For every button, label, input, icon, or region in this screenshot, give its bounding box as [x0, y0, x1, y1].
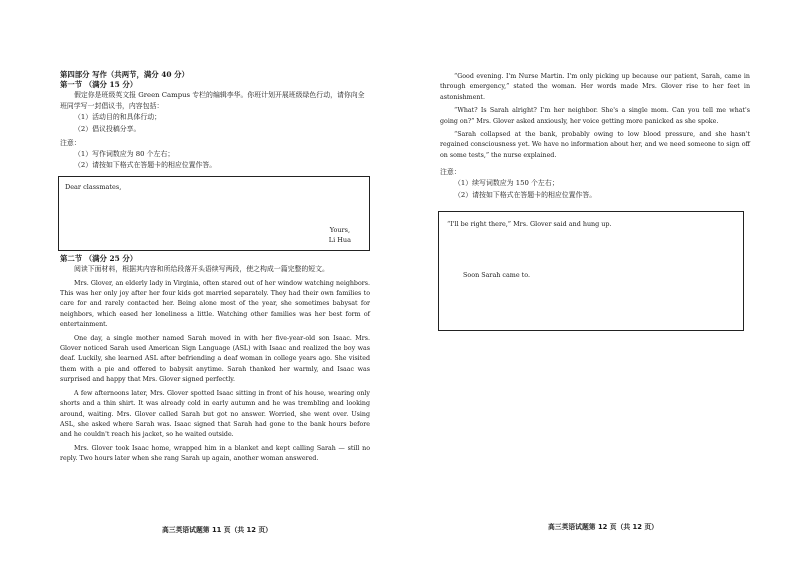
- letter-closing: Yours,: [329, 226, 351, 235]
- story-paragraph: “What? Is Sarah alright? I'm her neighbor. She's a single mom. Can you tell me what's going on?” Mrs. Glover asked anxiously, her voice getting more panicked as she spoke.: [440, 107, 750, 125]
- page-12-footer: 高三英语试题第 12 页（共 12 页）: [548, 523, 658, 531]
- section-1-note: （2）请按如下格式在答题卡的相应位置作答。: [74, 161, 217, 170]
- page-12-content: [440, 72, 750, 331]
- story-paragraph: “Good evening. I'm Nurse Martin. I'm only picking up because our patient, Sarah, came in through emergency,” stated the woman. Her words made Mrs. Glover rise to her feet in astonishment.: [440, 73, 750, 101]
- story-paragraph: One day, a single mother named Sarah moved in with her five-year-old son Isaac. Mrs. Glover noticed Sarah used American Sign Language (ASL) with Isaac and realized the boy was deaf. Luckily, she learned ASL after befriending a deaf woman in college years ago. She visited them with a pie and offered to babysit anytime. Sarah thanked her warmly, and Isaac was surprised and happy that Mrs. Glover signed perfectly.: [60, 334, 370, 384]
- page-11-footer: 高三英语试题第 11 页（共 12 页）: [162, 526, 272, 534]
- exam-page-12: [400, 0, 800, 565]
- letter-greeting: Dear classmates,: [65, 183, 122, 192]
- story-paragraph: A few afternoons later, Mrs. Glover spotted Isaac sitting in front of his house, wearing only shorts and a thin shirt. It was already cold in early autumn and he was trembling and looking around, waiting. Mrs. Glover called Sarah but got no answer. Worried, she went over. Using ASL, she asked where Sarah was. Isaac signed that Sarah had gone to the bank hours before and he couldn't reach his jacket, so he waited outside.: [60, 389, 370, 439]
- continuation-answer-box: [438, 211, 744, 331]
- page-11-content: [60, 70, 370, 465]
- part-title: 第四部分 写作（共两节，满分 40 分）: [60, 70, 189, 79]
- section-2-heading: 第二节 （满分 25 分）: [60, 254, 138, 264]
- story-paragraph: “Sarah collapsed at the bank, probably owing to low blood pressure, and she hasn't regained consciousness yet. We have no information about her, and we need someone to sign off on some tests,” the nurse explained.: [440, 131, 750, 159]
- section-1-heading: 第一节 （满分 15 分）: [60, 80, 138, 89]
- note: （1）续写词数应为 150 个左右；: [454, 179, 559, 188]
- letter-answer-box: [58, 176, 370, 251]
- section-1-point: （2）倡议投稿分享。: [74, 124, 141, 133]
- story-paragraph: Mrs. Glover took Isaac home, wrapped him in a blanket and kept calling Sarah — still no reply. Two hours later when she rang Sarah up again, another woman answered.: [60, 444, 370, 463]
- section-1-note-label: 注意：: [60, 138, 81, 147]
- section-1-note: （1）写作词数应为 80 个左右；: [74, 150, 175, 159]
- letter-name: Li Hua: [328, 236, 351, 245]
- story-paragraph: Mrs. Glover, an elderly lady in Virginia, often stared out of her window watching neighbors. This was her only joy after her four kids got married separately. They had their own families to care for and rarely contacted her. Being alone most of the year, she sometimes babysat for neighbors, which eased her loneliness a little. Watching other families was her best form of entertainment.: [60, 279, 370, 329]
- note: （2）请按如下格式在答题卡的相应位置作答。: [454, 190, 597, 199]
- section-2-prompt: 阅读下面材料，根据其内容和所给段落开头语续写两段，使之构成一篇完整的短文。: [74, 265, 329, 274]
- continuation-para-1-start: “I'll be right there,” Mrs. Glover said and hung up.: [447, 219, 612, 228]
- letter-signature: [329, 225, 351, 245]
- section-1-prompt: 假定你是班级英文报 Green Campus 专栏的编辑李华。你班计划开展班级绿色行动，请你向全班同学写一封倡议书，内容包括：: [60, 91, 365, 111]
- section-1-point: （1）活动目的和具体行动；: [74, 113, 162, 122]
- note-label: 注意：: [440, 168, 461, 177]
- continuation-para-2-start: Soon Sarah came to.: [463, 270, 531, 279]
